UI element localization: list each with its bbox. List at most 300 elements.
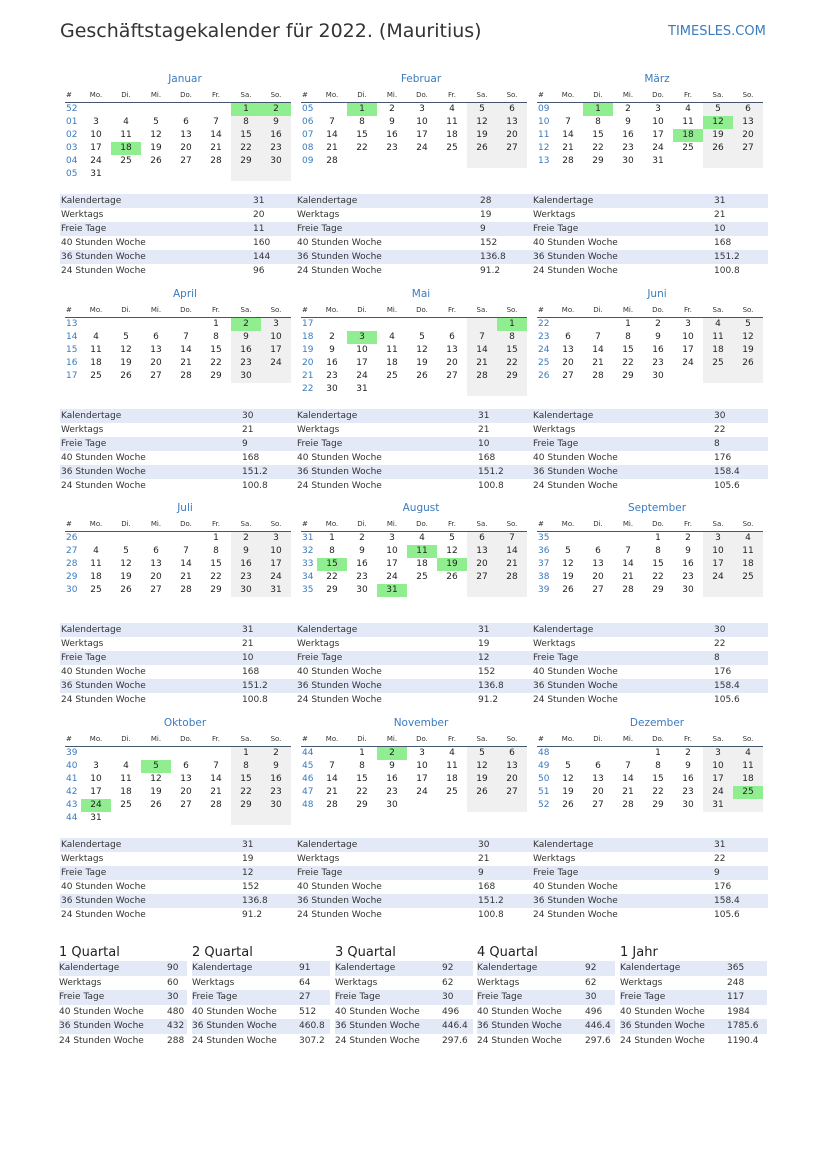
day-cell: 26	[150, 156, 162, 166]
day-cell: 17	[703, 558, 733, 571]
summary-value: 30	[167, 992, 179, 1003]
weekday-header: Do.	[407, 88, 437, 103]
day-cell: 25	[120, 156, 132, 166]
day-cell: 7	[625, 546, 631, 556]
empty-day	[317, 318, 347, 332]
summary-value: 62	[442, 977, 454, 988]
empty-day	[407, 318, 437, 332]
day-cell: 14	[210, 130, 222, 140]
summary-label: 40 Stunden Woche	[620, 1006, 705, 1017]
stat-label: 36 Stunden Woche	[533, 896, 618, 906]
day-cell: 3	[261, 532, 291, 546]
day-cell: 2	[625, 104, 631, 114]
day-cell: 3	[655, 104, 661, 114]
day-cell: 26	[150, 800, 162, 810]
day-cell: 24	[416, 787, 428, 797]
weekday-header: Sa.	[467, 517, 497, 532]
day-cell: 25	[446, 787, 458, 797]
month-title: Januar	[168, 73, 202, 85]
weekday-header: Di.	[583, 517, 613, 532]
day-cell: 11	[407, 545, 437, 558]
day-cell: 29	[497, 370, 527, 383]
day-cell: 7	[467, 331, 497, 344]
stat-label: Freie Tage	[61, 868, 107, 878]
day-cell: 31	[356, 384, 368, 394]
weekday-header: Fr.	[437, 88, 467, 103]
day-cell: 15	[592, 130, 604, 140]
weekday-header: Do.	[643, 303, 673, 318]
day-cell: 6	[183, 117, 189, 127]
day-cell: 24	[261, 571, 291, 584]
day-cell: 30	[682, 585, 694, 595]
stat-value: 19	[478, 639, 490, 649]
month-stats	[296, 623, 532, 707]
week-number: 17	[66, 371, 78, 381]
empty-day	[407, 155, 437, 168]
week-row	[537, 129, 763, 142]
summary-row	[477, 1019, 615, 1034]
week-row	[537, 142, 763, 155]
week-row	[537, 571, 763, 584]
stat-value: 152	[478, 667, 496, 677]
day-cell: 20	[497, 129, 527, 142]
day-cell: 22	[622, 358, 634, 368]
week-row	[301, 773, 527, 786]
day-cell: 2	[329, 332, 335, 342]
day-cell: 2	[231, 532, 261, 546]
day-cell: 9	[231, 331, 261, 344]
stat-row	[532, 866, 768, 880]
weekday-header: Di.	[347, 88, 377, 103]
stat-label: Freie Tage	[297, 868, 343, 878]
week-row	[301, 383, 527, 396]
month-12	[532, 716, 768, 812]
day-cell: 6	[565, 332, 571, 342]
page-title: Geschäftstagekalender für 2022. (Mauritius)	[60, 20, 482, 42]
month-stats	[296, 194, 532, 278]
week-row	[65, 747, 291, 761]
day-cell: 12	[416, 345, 428, 355]
day-cell: 11	[733, 760, 763, 773]
day-cell: 5	[467, 103, 497, 117]
week-number: 22	[538, 319, 550, 329]
stat-value: 20	[253, 210, 265, 220]
day-cell: 17	[416, 774, 428, 784]
month-title: Dezember	[629, 717, 685, 729]
weekday-header: Sa.	[231, 732, 261, 747]
stat-label: Kalendertage	[533, 411, 594, 421]
day-cell: 9	[389, 117, 395, 127]
month-title: Juni	[647, 288, 667, 300]
day-cell: 29	[326, 585, 338, 595]
day-cell: 22	[231, 786, 261, 799]
week-number: 44	[302, 748, 314, 758]
week-row	[301, 357, 527, 370]
weekday-header: Fr.	[673, 303, 703, 318]
week-row	[537, 370, 763, 383]
week-number: 34	[302, 572, 314, 582]
weekday-header: So.	[497, 88, 527, 103]
empty-day	[201, 747, 231, 761]
summary-2	[192, 944, 330, 1049]
day-cell: 31	[703, 799, 733, 812]
empty-day	[111, 812, 141, 825]
week-number: 22	[302, 384, 314, 394]
day-cell: 5	[703, 103, 733, 117]
summary-label: 24 Stunden Woche	[192, 1035, 277, 1046]
summary-value: 92	[585, 963, 597, 973]
week-row	[65, 584, 291, 597]
stat-value: 22	[714, 639, 726, 649]
day-cell: 20	[446, 358, 458, 368]
stat-row	[532, 264, 768, 278]
empty-day	[703, 155, 733, 168]
weekday-header: Di.	[111, 732, 141, 747]
week-number: 40	[66, 761, 78, 771]
day-cell: 15	[652, 559, 664, 569]
day-cell: 16	[261, 773, 291, 786]
stat-label: Werktags	[533, 425, 576, 435]
day-cell: 23	[261, 786, 291, 799]
day-cell: 20	[150, 358, 162, 368]
day-cell: 26	[120, 585, 132, 595]
day-cell: 22	[326, 572, 338, 582]
week-number-header: #	[301, 732, 317, 747]
day-cell: 26	[467, 142, 497, 155]
day-cell: 12	[120, 345, 132, 355]
day-cell: 12	[562, 774, 574, 784]
stat-value: 160	[253, 238, 271, 248]
week-number: 42	[66, 787, 78, 797]
day-cell: 12	[120, 559, 132, 569]
day-cell: 5	[123, 332, 129, 342]
weekday-header: Di.	[347, 732, 377, 747]
weekday-header: Mi.	[141, 303, 171, 318]
week-number: 17	[302, 319, 314, 329]
calendar-table	[65, 303, 291, 383]
summary-3	[335, 944, 473, 1049]
stat-row	[60, 264, 296, 278]
day-cell: 28	[497, 571, 527, 584]
stat-label: 40 Stunden Woche	[61, 238, 146, 248]
week-number-header: #	[537, 88, 553, 103]
weekday-header: Do.	[643, 88, 673, 103]
weekday-header: Do.	[407, 517, 437, 532]
day-cell: 15	[231, 129, 261, 142]
stat-row	[60, 852, 296, 866]
day-cell: 10	[652, 117, 664, 127]
summary-value: 248	[727, 977, 745, 988]
day-cell: 22	[356, 787, 368, 797]
stat-value: 31	[242, 840, 254, 850]
month-stats	[532, 838, 768, 922]
stat-value: 100.8	[478, 481, 504, 491]
stat-value: 21	[478, 425, 490, 435]
stat-label: Freie Tage	[533, 439, 579, 449]
day-cell: 11	[682, 117, 694, 127]
day-cell: 9	[655, 332, 661, 342]
stat-label: Freie Tage	[61, 653, 107, 663]
week-number: 14	[66, 332, 78, 342]
week-row	[65, 799, 291, 812]
stat-value: 105.6	[714, 910, 740, 920]
summary-label: 24 Stunden Woche	[335, 1035, 420, 1046]
stat-row	[532, 437, 768, 451]
stat-value: 19	[480, 210, 492, 220]
day-cell: 15	[652, 774, 664, 784]
summary-row	[192, 1005, 330, 1020]
summary-row	[59, 976, 187, 991]
day-cell: 15	[317, 558, 347, 571]
week-number: 36	[538, 546, 550, 556]
empty-day	[231, 168, 261, 181]
stat-label: Kalendertage	[297, 196, 358, 206]
stat-value: 168	[242, 453, 260, 463]
week-row	[301, 584, 527, 597]
day-cell: 7	[329, 761, 335, 771]
day-cell: 9	[231, 545, 261, 558]
day-cell: 28	[210, 800, 222, 810]
weekday-header: Do.	[171, 732, 201, 747]
calendar-table	[537, 517, 763, 597]
week-number: 38	[538, 572, 550, 582]
stat-row	[296, 852, 532, 866]
day-cell: 9	[359, 546, 365, 556]
day-cell: 23	[682, 572, 694, 582]
stat-row	[296, 838, 532, 852]
empty-day	[703, 370, 733, 383]
weekday-header: Fr.	[437, 732, 467, 747]
stat-value: 12	[478, 653, 490, 663]
day-cell: 18	[120, 787, 132, 797]
week-row	[537, 103, 763, 117]
day-cell: 8	[497, 331, 527, 344]
week-number: 09	[302, 156, 314, 166]
day-cell: 29	[231, 799, 261, 812]
weekday-header: So.	[261, 732, 291, 747]
day-cell: 7	[213, 761, 219, 771]
day-cell: 19	[703, 129, 733, 142]
day-cell: 13	[497, 116, 527, 129]
summary-value: 90	[167, 963, 179, 973]
weekday-header: Mo.	[553, 732, 583, 747]
day-cell: 27	[592, 800, 604, 810]
stat-label: Kalendertage	[61, 840, 122, 850]
day-cell: 20	[592, 787, 604, 797]
week-number-header: #	[301, 303, 317, 318]
stat-value: 8	[714, 653, 720, 663]
day-cell: 16	[261, 129, 291, 142]
stat-label: 36 Stunden Woche	[297, 681, 382, 691]
weekday-header: Di.	[111, 517, 141, 532]
weekday-header: Mo.	[553, 303, 583, 318]
stat-label: 24 Stunden Woche	[297, 910, 382, 920]
summary-value: 432	[167, 1021, 185, 1032]
weekday-header: Fr.	[201, 88, 231, 103]
day-cell: 28	[326, 156, 338, 166]
week-number: 24	[538, 345, 550, 355]
empty-day	[497, 155, 527, 168]
week-row	[301, 747, 527, 761]
weekday-header: Mo.	[81, 303, 111, 318]
day-cell: 28	[592, 371, 604, 381]
week-row	[65, 760, 291, 773]
empty-day	[733, 155, 763, 168]
weekday-header: So.	[733, 303, 763, 318]
month-7	[60, 501, 296, 597]
stat-label: Kalendertage	[61, 411, 122, 421]
weekday-header: Sa.	[231, 88, 261, 103]
summary-value: 91	[299, 963, 311, 973]
weekday-header: Mo.	[317, 88, 347, 103]
day-cell: 27	[467, 571, 497, 584]
stat-row	[296, 437, 532, 451]
calendar-table	[301, 517, 527, 597]
day-cell: 5	[123, 546, 129, 556]
day-cell: 17	[416, 130, 428, 140]
day-cell: 1	[359, 748, 365, 758]
weekday-header: Do.	[407, 732, 437, 747]
summary-value: 307.2	[299, 1035, 325, 1046]
day-cell: 13	[180, 774, 192, 784]
stat-label: 24 Stunden Woche	[297, 481, 382, 491]
weekday-header: Sa.	[467, 88, 497, 103]
stat-row	[296, 623, 532, 637]
day-cell: 2	[685, 748, 691, 758]
day-cell: 27	[180, 800, 192, 810]
weekday-header: Mi.	[141, 732, 171, 747]
day-cell: 15	[210, 559, 222, 569]
stat-row	[296, 222, 532, 236]
empty-day	[437, 318, 467, 332]
day-cell: 18	[446, 130, 458, 140]
stat-row	[296, 665, 532, 679]
week-number: 52	[66, 104, 78, 114]
stat-row	[60, 479, 296, 493]
week-row	[301, 545, 527, 558]
empty-day	[111, 532, 141, 546]
day-cell: 11	[446, 117, 458, 127]
day-cell: 10	[682, 332, 694, 342]
week-row	[65, 103, 291, 117]
stat-row	[296, 409, 532, 423]
summary-label: Werktags	[477, 977, 520, 988]
empty-day	[141, 168, 171, 181]
stat-label: Kalendertage	[297, 411, 358, 421]
day-cell: 13	[150, 345, 162, 355]
stat-value: 176	[714, 667, 732, 677]
day-cell: 7	[625, 761, 631, 771]
summary-row	[335, 1019, 473, 1034]
day-cell: 23	[622, 143, 634, 153]
day-cell: 20	[497, 773, 527, 786]
weekday-header: Mo.	[81, 517, 111, 532]
day-cell: 22	[356, 143, 368, 153]
week-number: 35	[302, 585, 314, 595]
empty-day	[583, 747, 613, 761]
stat-row	[532, 880, 768, 894]
weekday-header: Mi.	[141, 88, 171, 103]
stat-label: Freie Tage	[61, 224, 107, 234]
stat-label: 40 Stunden Woche	[297, 882, 382, 892]
day-cell: 17	[703, 773, 733, 786]
stat-label: 36 Stunden Woche	[61, 467, 146, 477]
weekday-header: Sa.	[467, 303, 497, 318]
summary-label: 36 Stunden Woche	[59, 1021, 144, 1032]
stat-value: 136.8	[478, 681, 504, 691]
summary-label: Kalendertage	[620, 963, 681, 973]
day-cell: 4	[685, 104, 691, 114]
day-cell: 14	[180, 345, 192, 355]
day-cell: 25	[120, 800, 132, 810]
day-cell: 2	[377, 747, 407, 761]
day-cell: 16	[682, 559, 694, 569]
week-row	[301, 760, 527, 773]
day-cell: 28	[562, 156, 574, 166]
stat-value: 31	[242, 625, 254, 635]
weekday-header: So.	[733, 732, 763, 747]
day-cell: 6	[449, 332, 455, 342]
weekday-header: Mo.	[81, 88, 111, 103]
summary-row	[620, 990, 767, 1005]
day-cell: 12	[150, 130, 162, 140]
week-row	[301, 116, 527, 129]
weekday-header: So.	[733, 517, 763, 532]
week-number: 02	[66, 130, 78, 140]
empty-day	[171, 747, 201, 761]
day-cell: 19	[733, 344, 763, 357]
stat-row	[532, 651, 768, 665]
day-cell: 22	[652, 572, 664, 582]
day-cell: 31	[90, 169, 102, 179]
day-cell: 9	[261, 116, 291, 129]
stat-value: 151.2	[478, 896, 504, 906]
summary-5	[620, 944, 767, 1049]
month-4	[60, 287, 296, 383]
stat-value: 176	[714, 882, 732, 892]
empty-day	[111, 747, 141, 761]
summary-value: 288	[167, 1035, 185, 1046]
empty-day	[201, 812, 231, 825]
stat-label: Kalendertage	[533, 840, 594, 850]
day-cell: 2	[389, 104, 395, 114]
stat-value: 21	[478, 854, 490, 864]
day-cell: 7	[213, 117, 219, 127]
brand-link[interactable]: TIMESLES.COM	[668, 24, 766, 39]
week-number: 39	[66, 748, 78, 758]
stat-value: 136.8	[242, 896, 268, 906]
week-number: 19	[302, 345, 314, 355]
stat-label: 24 Stunden Woche	[61, 910, 146, 920]
weekday-header: Fr.	[437, 517, 467, 532]
week-row	[301, 532, 527, 546]
stat-label: 40 Stunden Woche	[61, 667, 146, 677]
day-cell: 9	[685, 546, 691, 556]
stat-row	[296, 208, 532, 222]
stat-row	[60, 866, 296, 880]
summary-1	[59, 944, 187, 1049]
summary-label: Freie Tage	[335, 992, 381, 1003]
week-number: 05	[302, 104, 314, 114]
day-cell: 19	[120, 358, 132, 368]
week-number-header: #	[301, 517, 317, 532]
day-cell: 16	[386, 130, 398, 140]
day-cell: 26	[562, 800, 574, 810]
day-cell: 27	[733, 142, 763, 155]
stat-row	[532, 465, 768, 479]
stat-label: 24 Stunden Woche	[297, 695, 382, 705]
stat-value: 9	[478, 868, 484, 878]
